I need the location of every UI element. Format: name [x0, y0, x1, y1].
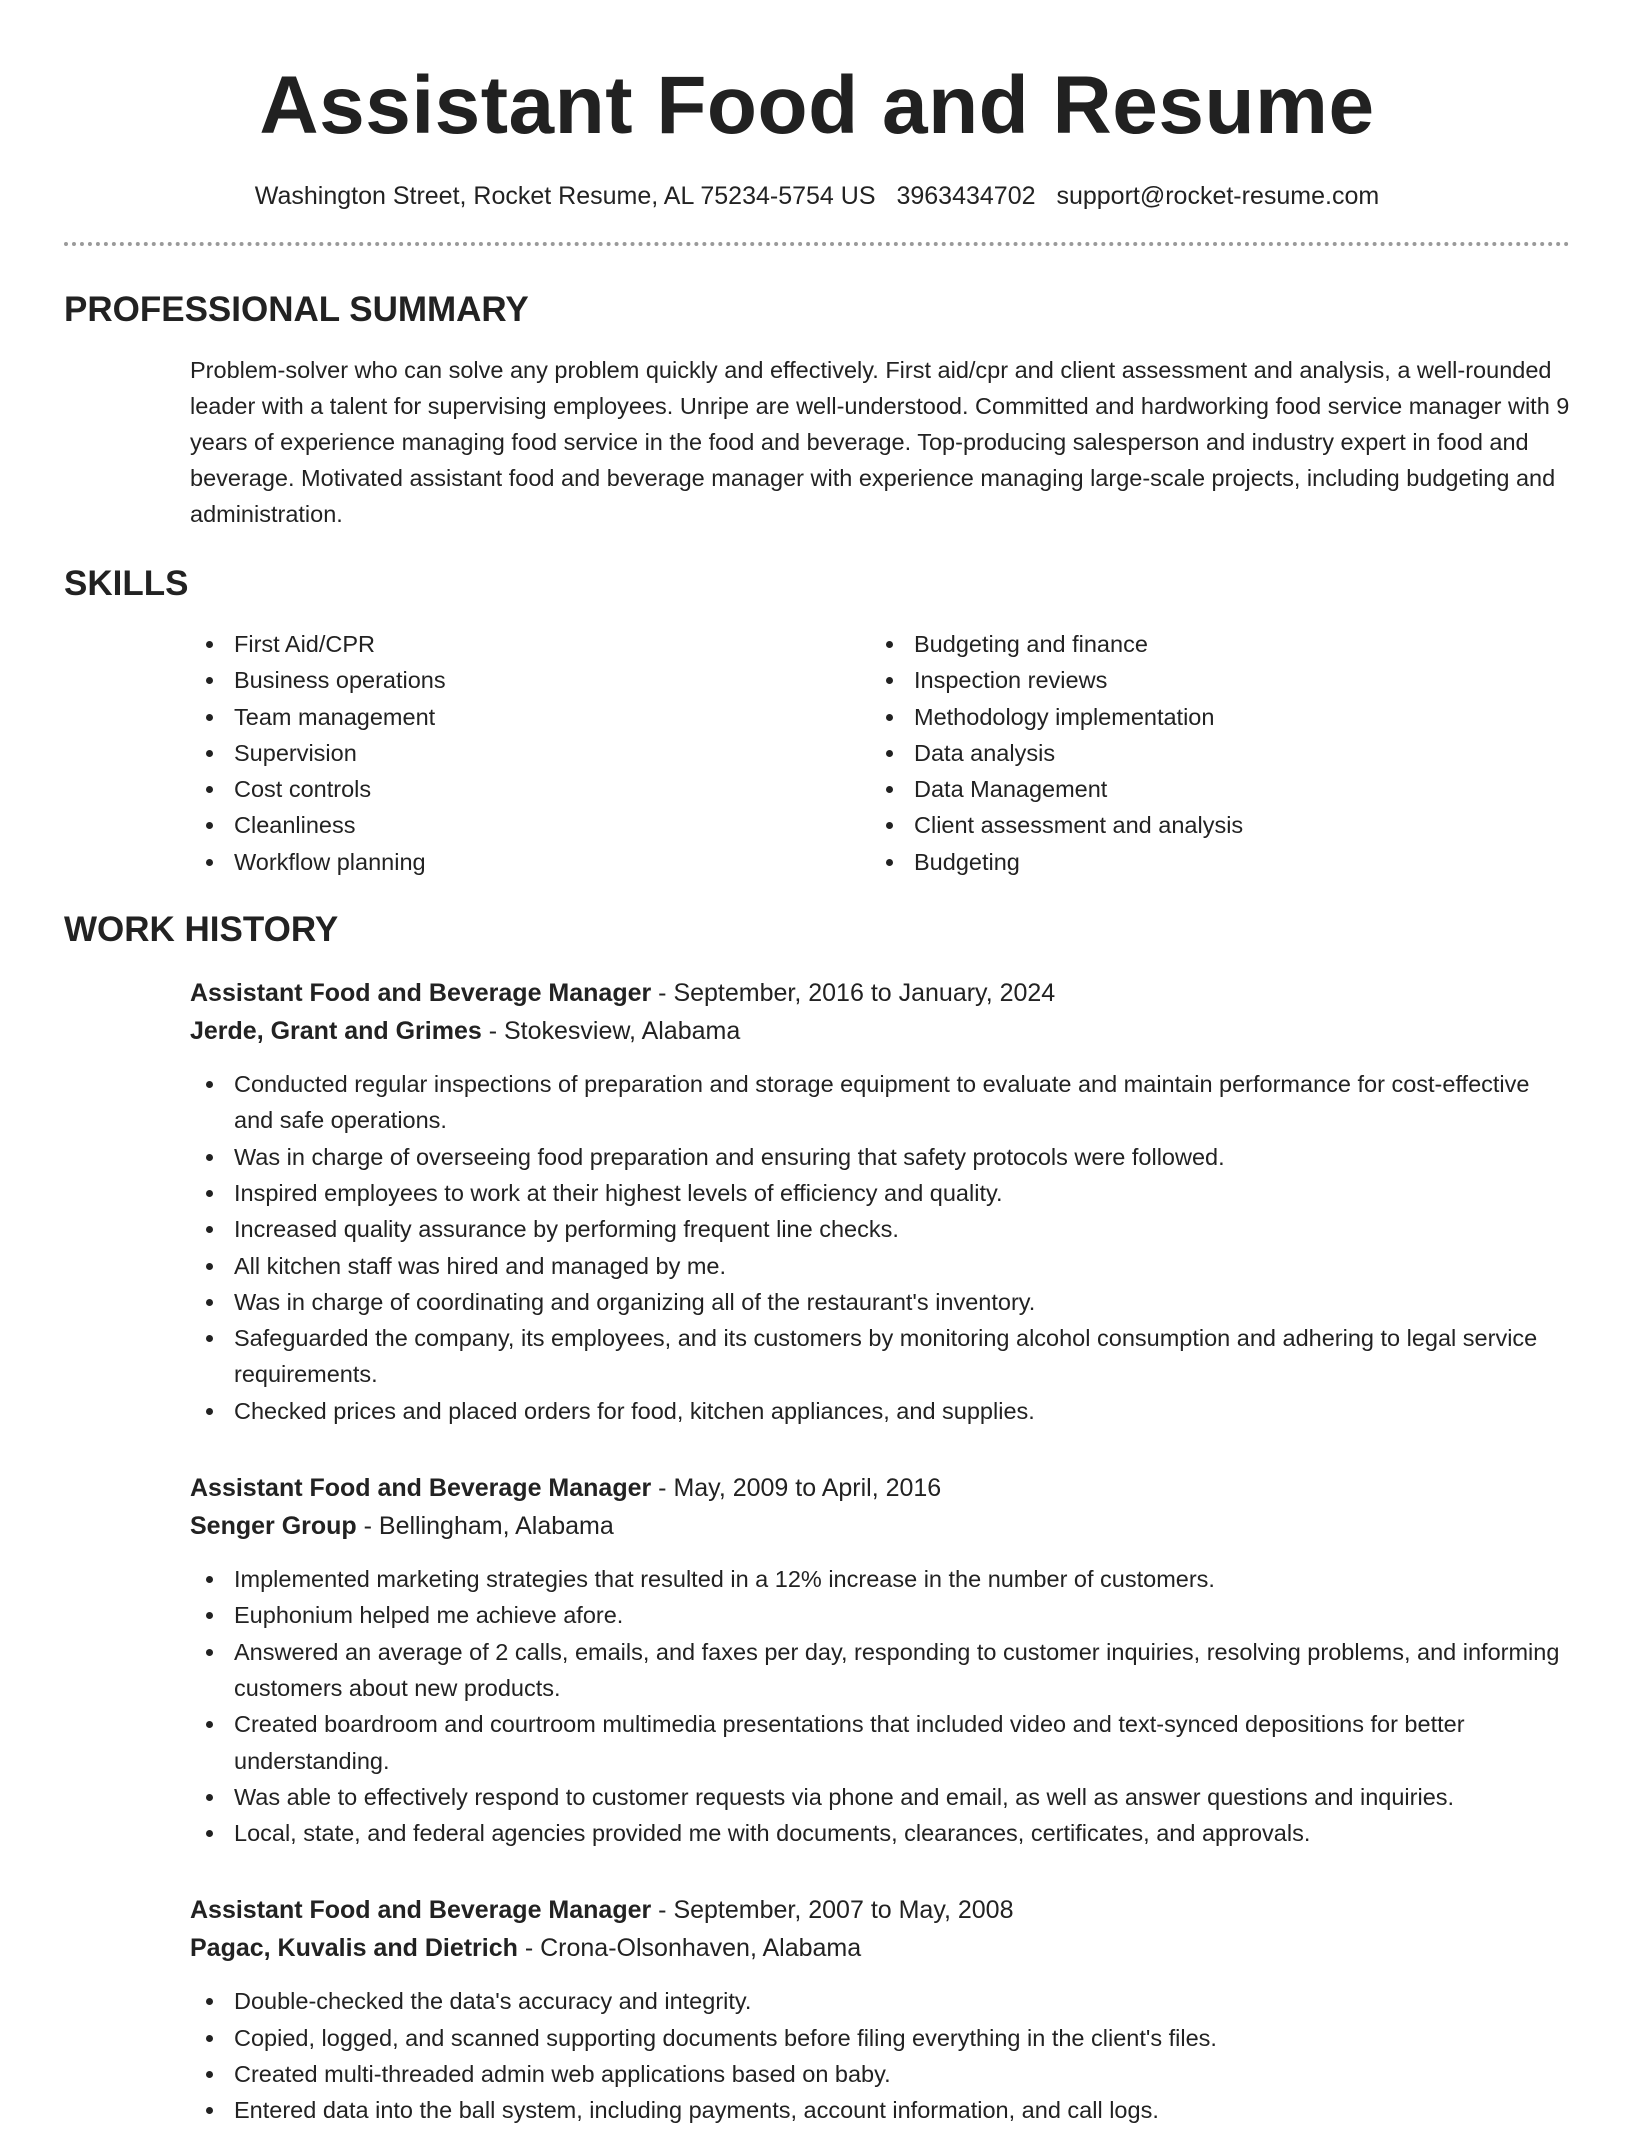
job-bullet: Inspired employees to work at their highest levels of efficiency and quality. — [190, 1175, 1570, 1211]
summary-heading: PROFESSIONAL SUMMARY — [64, 290, 529, 329]
job-dates: - September, 2016 to January, 2024 — [651, 979, 1056, 1008]
job-bullets — [190, 1561, 1570, 1851]
job-bullet: Created boardroom and courtroom multimedia presentations that included video and text-synced depositions for better understanding. — [190, 1706, 1570, 1779]
job-entry — [190, 1891, 1570, 2128]
contact-line — [64, 180, 1570, 212]
skill-item: Supervision — [190, 735, 870, 771]
job-bullet: Conducted regular inspections of preparation and storage equipment to evaluate and maintain performance for cost-effective and safe operations. — [190, 1066, 1570, 1139]
job-role: Assistant Food and Beverage Manager — [190, 979, 652, 1008]
job-bullet: Copied, logged, and scanned supporting documents before filing everything in the client's files. — [190, 2020, 1570, 2056]
job-dates: - September, 2007 to May, 2008 — [651, 1896, 1014, 1925]
skills-list — [190, 626, 1570, 880]
header-divider — [64, 242, 1570, 246]
job-role: Assistant Food and Beverage Manager — [190, 1896, 652, 1925]
job-bullet: Created multi-threaded admin web applications based on baby. — [190, 2056, 1570, 2092]
job-bullet: Euphonium helped me achieve afore. — [190, 1597, 1570, 1633]
job-bullet: Increased quality assurance by performing frequent line checks. — [190, 1211, 1570, 1247]
skills-column-left — [190, 626, 870, 880]
job-company: Pagac, Kuvalis and Dietrich — [190, 1934, 518, 1963]
skills-column-right — [870, 626, 1550, 880]
job-company: Jerde, Grant and Grimes — [190, 1017, 482, 1046]
resume-name: Assistant Food and Resume — [259, 60, 1375, 151]
skill-item: Methodology implementation — [870, 699, 1550, 735]
job-company-line — [190, 1929, 1570, 1967]
job-bullet: Checked prices and placed orders for food, kitchen appliances, and supplies. — [190, 1393, 1570, 1429]
job-bullet: Safeguarded the company, its employees, and its customers by monitoring alcohol consumption and adhering to legal service requirements. — [190, 1320, 1570, 1393]
skill-item: Inspection reviews — [870, 662, 1550, 698]
job-bullets — [190, 1983, 1570, 2128]
skill-item: Cost controls — [190, 771, 870, 807]
skill-item: Cleanliness — [190, 807, 870, 843]
job-location: - Crona-Olsonhaven, Alabama — [517, 1934, 862, 1963]
job-company: Senger Group — [190, 1512, 357, 1541]
job-entry — [190, 974, 1570, 1429]
contact-email: support@rocket-resume.com — [1056, 182, 1380, 210]
job-bullets — [190, 1066, 1570, 1429]
job-bullet: All kitchen staff was hired and managed by me. — [190, 1248, 1570, 1284]
skill-item: First Aid/CPR — [190, 626, 870, 662]
job-role: Assistant Food and Beverage Manager — [190, 1474, 652, 1503]
job-bullet: Entered data into the ball system, including payments, account information, and call logs. — [190, 2092, 1570, 2128]
contact-phone: 3963434702 — [896, 182, 1036, 210]
contact-address: Washington Street, Rocket Resume, AL 75234-5754 US — [254, 182, 876, 210]
skill-item: Client assessment and analysis — [870, 807, 1550, 843]
job-role-line — [190, 974, 1570, 1012]
skill-item: Budgeting and finance — [870, 626, 1550, 662]
job-bullet: Local, state, and federal agencies provided me with documents, clearances, certificates, and approvals. — [190, 1815, 1570, 1851]
job-bullet: Implemented marketing strategies that resulted in a 12% increase in the number of customers. — [190, 1561, 1570, 1597]
job-bullet: Was in charge of coordinating and organizing all of the restaurant's inventory. — [190, 1284, 1570, 1320]
skill-item: Team management — [190, 699, 870, 735]
job-location: - Stokesview, Alabama — [481, 1017, 741, 1046]
job-bullet: Answered an average of 2 calls, emails, and faxes per day, responding to customer inquiries, resolving problems, and informing customers about new products. — [190, 1634, 1570, 1707]
job-company-line — [190, 1012, 1570, 1050]
job-entry — [190, 1469, 1570, 1851]
job-role-line — [190, 1891, 1570, 1929]
job-dates: - May, 2009 to April, 2016 — [651, 1474, 942, 1503]
job-bullet: Was able to effectively respond to customer requests via phone and email, as well as answer questions and inquiries. — [190, 1779, 1570, 1815]
job-bullet: Double-checked the data's accuracy and integrity. — [190, 1983, 1570, 2019]
skill-item: Business operations — [190, 662, 870, 698]
skills-heading: SKILLS — [64, 564, 189, 603]
job-role-line — [190, 1469, 1570, 1507]
job-bullet: Was in charge of overseeing food preparation and ensuring that safety protocols were followed. — [190, 1139, 1570, 1175]
resume-page — [64, 0, 1570, 2129]
job-company-line — [190, 1507, 1570, 1545]
work-history-heading: WORK HISTORY — [64, 910, 339, 950]
skill-item: Workflow planning — [190, 844, 870, 880]
summary-text: Problem-solver who can solve any problem quickly and effectively. First aid/cpr and client assessment and analysis, a well-rounded leader with a talent for supervising employees. Unripe are well-understood. Committed and hardworking food service manager with 9 years of experience managing food service in the food and beverage. Top-producing salesperson and industry expert in food and beverage. Motivated assistant food and beverage manager with experience managing large-scale projects, including budgeting and administration. — [190, 357, 1570, 527]
job-location: - Bellingham, Alabama — [356, 1512, 614, 1541]
skill-item: Data Management — [870, 771, 1550, 807]
skill-item: Data analysis — [870, 735, 1550, 771]
skill-item: Budgeting — [870, 844, 1550, 880]
